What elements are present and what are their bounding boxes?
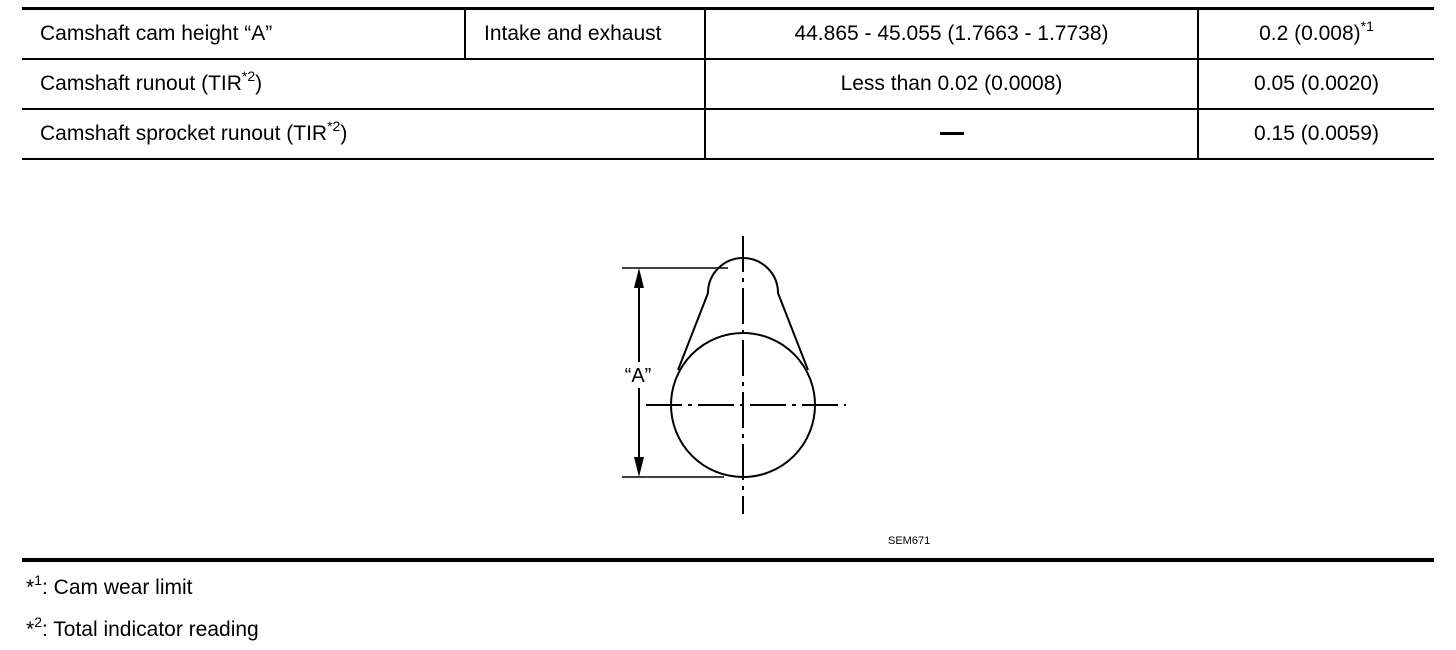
figure-code: SEM671 bbox=[888, 535, 931, 547]
row-condition-cam-height: Intake and exhaust bbox=[465, 9, 705, 59]
footnote-cam-wear-limit: *$^1$: Cam wear limit bbox=[26, 572, 193, 599]
row-item-cam-height: Camshaft cam height “A” bbox=[22, 9, 465, 59]
arrow-down-icon bbox=[634, 457, 644, 477]
row-limit-cam-height: 0.2 $(0.008)^{*1}$ bbox=[1198, 9, 1434, 59]
row-standard-sprocket-runout bbox=[705, 109, 1198, 159]
cam-height-diagram bbox=[600, 230, 900, 530]
row-item-camshaft-runout: Camshaft runout (TIR$^{*2}$) bbox=[22, 59, 705, 109]
footnote-divider bbox=[22, 558, 1434, 562]
row-limit-sprocket-runout: 0.15 (0.0059) bbox=[1198, 109, 1434, 159]
row-item-sprocket-runout: Camshaft sprocket runout (TIR$^{*2}$) bbox=[22, 109, 705, 159]
row-standard-cam-height: 44.865 - 45.055 (1.7663 - 1.7738) bbox=[705, 9, 1198, 59]
camshaft-spec-table bbox=[22, 7, 1434, 160]
row-limit-camshaft-runout: 0.05 (0.0020) bbox=[1198, 59, 1434, 109]
table-row bbox=[22, 9, 1434, 59]
arrow-up-icon bbox=[634, 268, 644, 288]
em-dash-icon bbox=[940, 132, 964, 135]
table-row bbox=[22, 59, 1434, 109]
table-row bbox=[22, 109, 1434, 159]
footnote-total-indicator-reading: *$^2$: Total indicator reading bbox=[26, 614, 259, 641]
dimension-label-a: “A” bbox=[624, 365, 652, 387]
row-standard-camshaft-runout: Less than 0.02 (0.0008) bbox=[705, 59, 1198, 109]
